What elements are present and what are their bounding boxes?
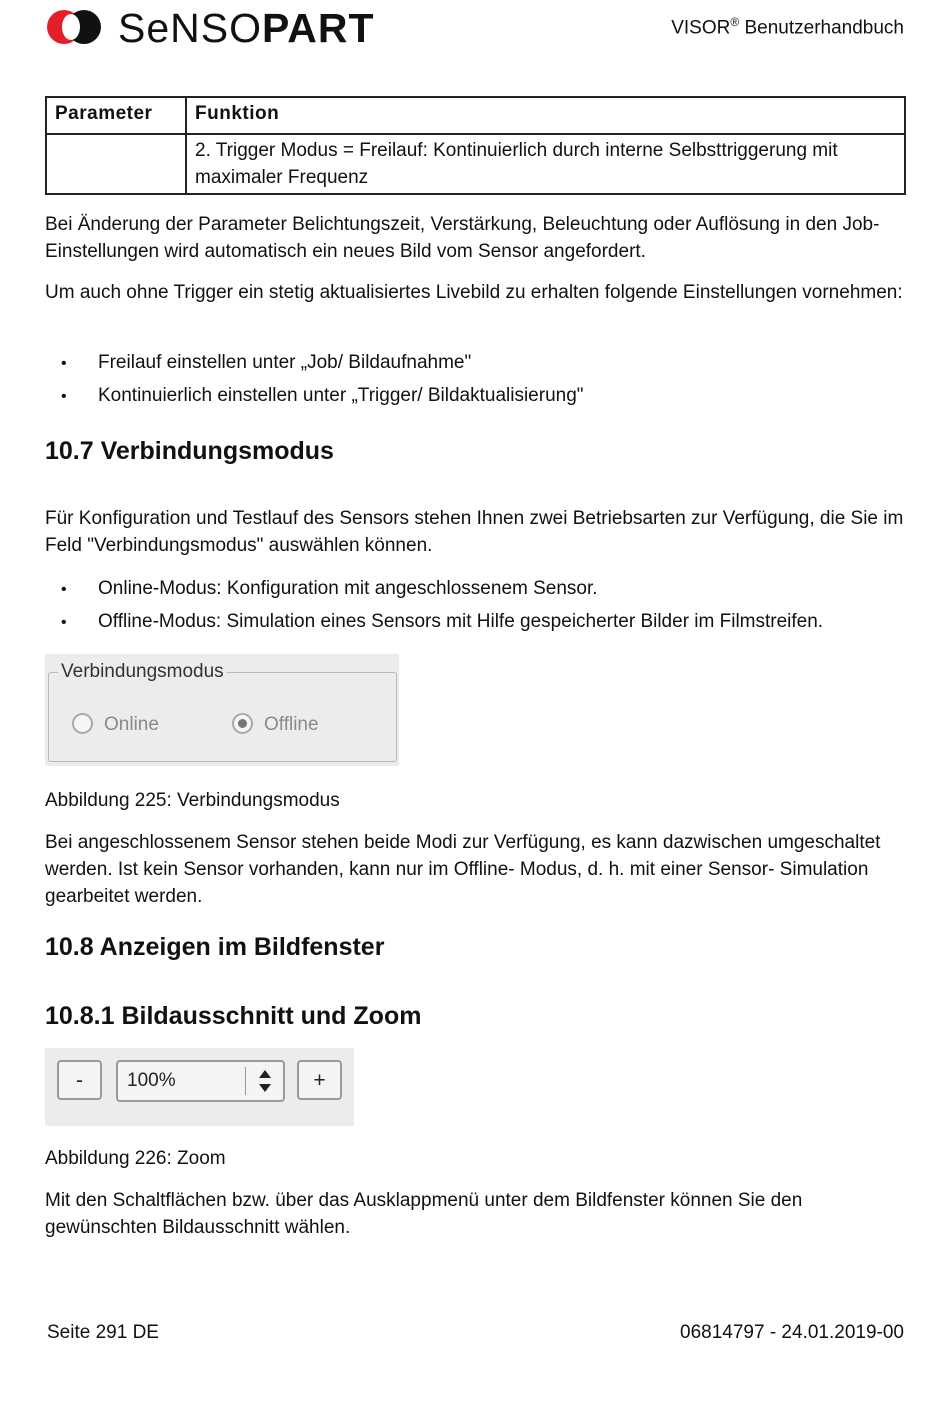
list-item: • Offline-Modus: Simulation eines Sensors mit Hilfe gespeicherter Bilder im Filmstreifen.	[45, 608, 823, 635]
zoom-select[interactable]	[116, 1060, 285, 1102]
table-header-funktion: Funktion	[186, 97, 905, 134]
table-header-parameter: Parameter	[46, 97, 186, 134]
list-item: • Online-Modus: Konfiguration mit angeschlossenem Sensor.	[45, 575, 823, 602]
connection-mode-groupbox	[45, 654, 399, 766]
heading-verbindungsmodus: 10.7 Verbindungsmodus	[45, 437, 334, 465]
zoom-in-button[interactable]: +	[297, 1060, 342, 1100]
paragraph-betriebsarten: Für Konfiguration und Testlauf des Sensors stehen Ihnen zwei Betriebsarten zur Verfügung, die Sie im Feld "Verbindungsmodus" auswählen können.	[45, 508, 904, 556]
caption-figure-225: Abbildung 225: Verbindungsmodus	[45, 790, 340, 811]
zoom-control	[45, 1048, 354, 1126]
offline-radio[interactable]	[232, 713, 253, 734]
logo-wordmark: SeNSOPART	[118, 5, 375, 51]
table-cell-parameter	[46, 134, 186, 194]
heading-bildausschnitt-zoom: 10.8.1 Bildausschnitt und Zoom	[45, 1002, 422, 1030]
document-title: VISOR® Benutzerhandbuch	[671, 15, 904, 39]
paragraph-schaltflaechen: Mit den Schaltflächen bzw. über das Ausklappmenü unter dem Bildfenster können Sie den gewünschten Bildausschnitt wählen.	[45, 1190, 803, 1238]
bullet-list-trigger	[45, 349, 584, 415]
zoom-select-divider	[245, 1067, 246, 1095]
online-radio[interactable]	[72, 713, 93, 734]
parameter-table	[45, 96, 906, 195]
logo-white-lens	[62, 14, 80, 40]
offline-radio-label[interactable]: Offline	[264, 714, 319, 735]
table-row	[46, 134, 905, 194]
table-cell-funktion: 2. Trigger Modus = Freilauf: Kontinuierlich durch interne Selbsttriggerung mit maximaler Frequenz	[186, 134, 905, 194]
list-item: • Freilauf einstellen unter „Job/ Bildaufnahme"	[45, 349, 584, 376]
paragraph-job-settings: Bei Änderung der Parameter Belichtungszeit, Verstärkung, Beleuchtung oder Auflösung in den Job-Einstellungen wird automatisch ein neues Bild vom Sensor angefordert.	[45, 214, 880, 262]
caption-figure-226: Abbildung 226: Zoom	[45, 1148, 226, 1169]
paragraph-livebild: Um auch ohne Trigger ein stetig aktualisiertes Livebild zu erhalten folgende Einstellungen vornehmen:	[45, 282, 903, 303]
heading-anzeigen-bildfenster: 10.8 Anzeigen im Bildfenster	[45, 933, 385, 961]
list-item: • Kontinuierlich einstellen unter „Trigger/ Bildaktualisierung"	[45, 382, 584, 409]
zoom-value: 100%	[127, 1070, 176, 1091]
groupbox-legend: Verbindungsmodus	[58, 661, 227, 683]
paragraph-modi: Bei angeschlossenem Sensor stehen beide Modi zur Verfügung, es kann dazwischen umgeschaltet werden. Ist kein Sensor vorhanden, kann nur im Offline- Modus, d. h. mit einer Sensor- Simulation gearbeitet werden.	[45, 832, 881, 907]
table-header-row	[46, 97, 905, 134]
zoom-out-button[interactable]: -	[57, 1060, 102, 1100]
document-id: 06814797 - 24.01.2019-00	[680, 1322, 904, 1343]
page-number: Seite 291 DE	[47, 1322, 159, 1343]
bullet-list-modes	[45, 575, 823, 641]
online-radio-label[interactable]: Online	[104, 714, 159, 735]
spin-arrows-icon[interactable]	[251, 1065, 279, 1097]
groupbox-frame	[48, 672, 397, 762]
radio-selected-dot	[238, 719, 247, 728]
